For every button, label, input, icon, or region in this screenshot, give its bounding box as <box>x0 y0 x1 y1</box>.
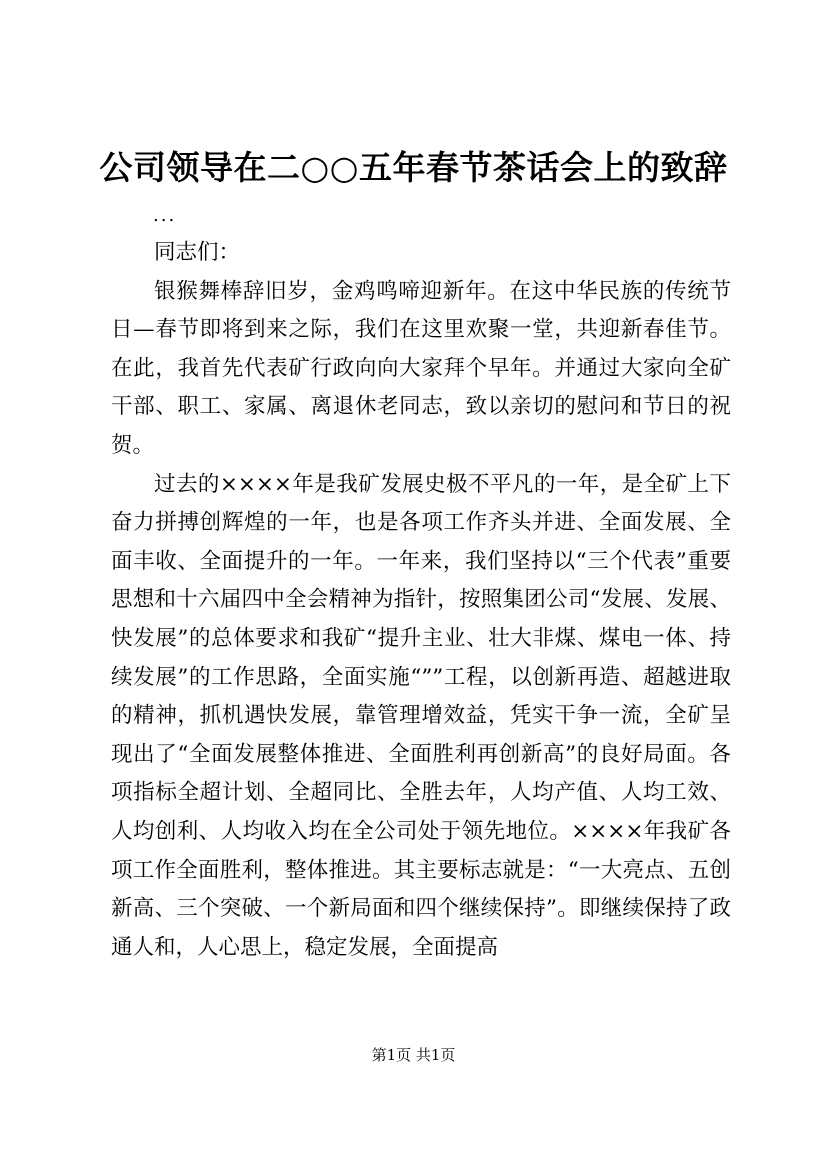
body-paragraph: 过去的××××年是我矿发展史极不平凡的一年，是全矿上下奋力拼搏创辉煌的一年，也是各项工作齐头并进、全面发展、全面丰收、全面提升的一年。一年来，我们坚持以“三个代表”重要思想和十六届四中全会精神为指针，按照集团公司“发展、发展、快发展”的总体要求和我矿“提升主业、壮大非煤、煤电一体、持续发展”的工作思路，全面实施“””工程，以创新再造、超越进取的精神，抓机遇快发展，靠管理增效益，凭实干争一流，全矿呈现出了“全面发展整体推进、全面胜利再创新高”的良好局面。各项指标全超计划、全超同比、全胜去年，人均产值、人均工效、人均创利、人均收入均在全公司处于领先地位。××××年我矿各项工作全面胜利，整体推进。其主要标志就是：“一大亮点、五创新高、三个突破、一个新局面和四个继续保持”。即继续保持了政通人和，人心思上，稳定发展，全面提高 <box>111 471 731 960</box>
ellipsis-marker: ... <box>153 205 177 226</box>
salutation-paragraph: 同志们： <box>154 240 241 265</box>
document-title: 公司领导在二○○五年春节茶话会上的致辞 <box>99 148 728 187</box>
document-body <box>111 234 731 967</box>
page-footer: 第1页 共1页 <box>371 1046 456 1064</box>
body-paragraph: 银猴舞棒辞旧岁，金鸡鸣啼迎新年。在这中华民族的传统节日—春节即将到来之际，我们在这里欢聚一堂，共迎新春佳节。在此，我首先代表矿行政向向大家拜个早年。并通过大家向全矿干部、职工、家属、离退休老同志，致以亲切的慰问和节日的祝贺。 <box>111 278 731 458</box>
